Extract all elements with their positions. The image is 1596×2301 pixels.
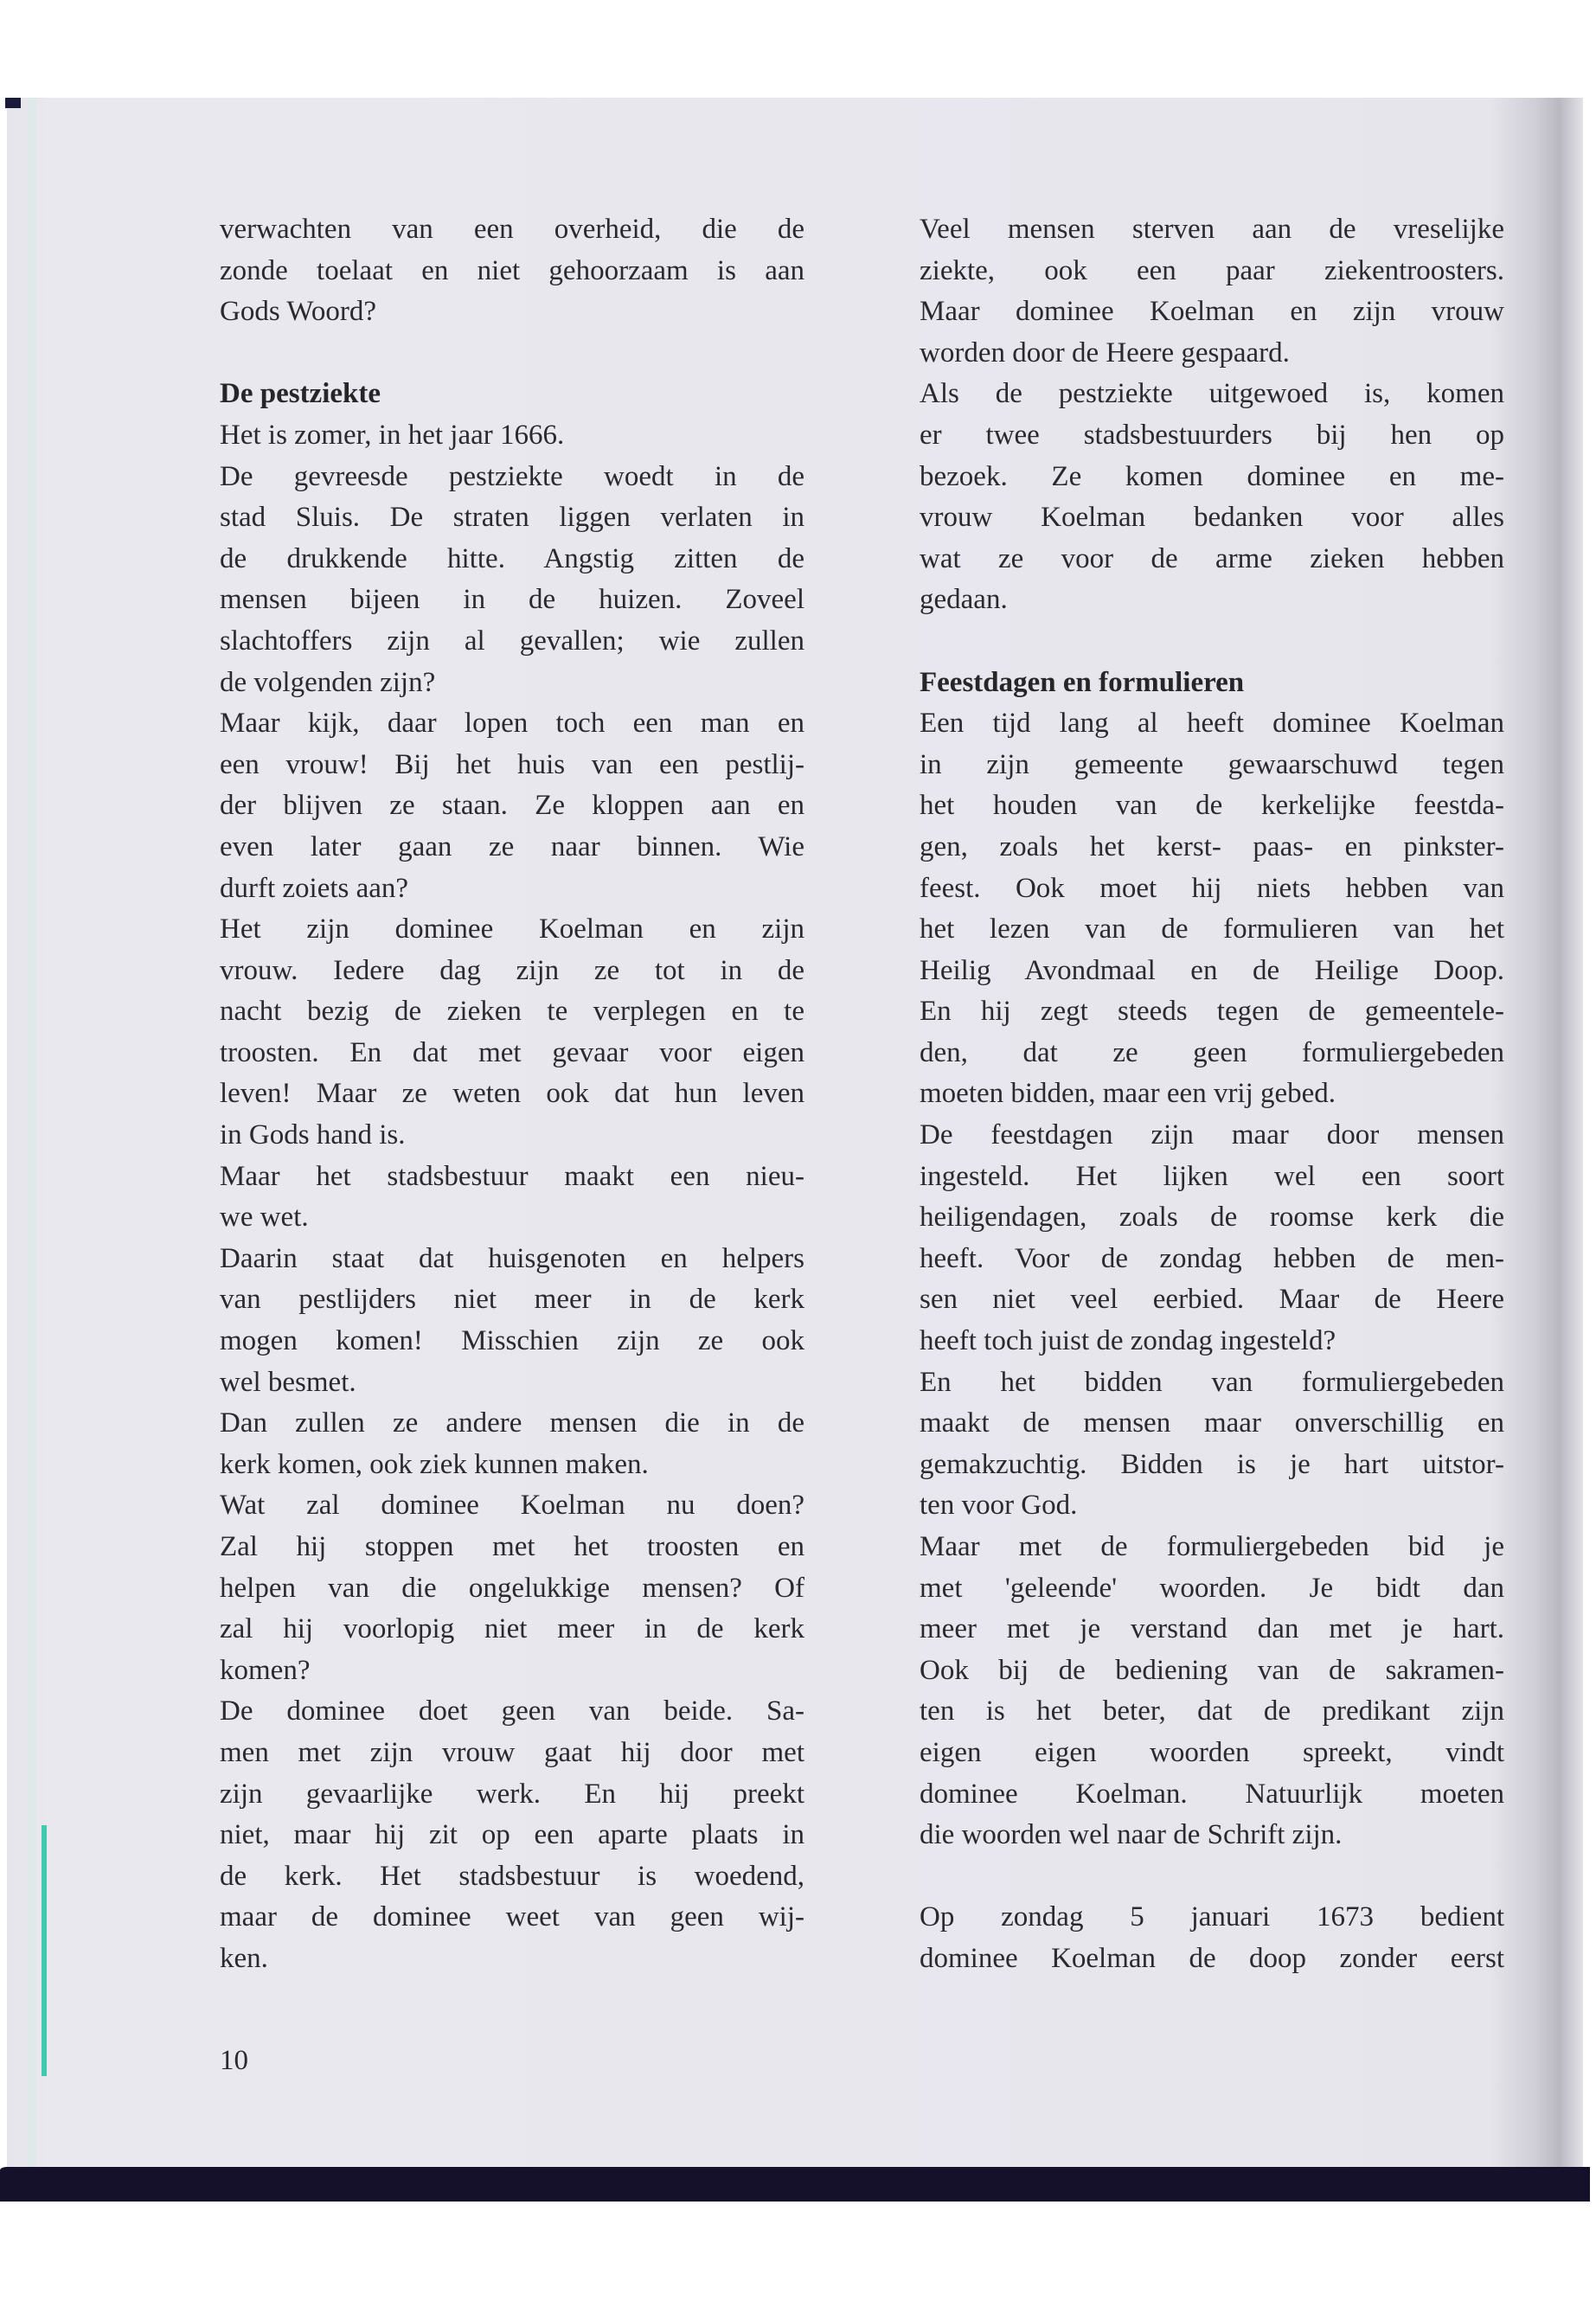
page-edge (28, 98, 36, 2174)
text-line: helpen van die ongelukkige mensen? Of (220, 1572, 804, 1604)
text-line: den, dat ze geen formuliergebeden (920, 1036, 1504, 1068)
text-line: vrouw Koelman bedanken voor alles (920, 502, 1504, 534)
paragraph (220, 1239, 804, 1403)
paragraph (220, 457, 804, 704)
text-line: der blijven ze staan. Ze kloppen aan en (220, 790, 804, 822)
cover-corner (5, 98, 21, 108)
paragraph (220, 1157, 804, 1239)
text-line: in zijn gemeente gewaarschuwd tegen (920, 748, 1504, 780)
text-line: ten is het beter, dat de predikant zijn (920, 1695, 1504, 1727)
text-line: wel besmet. (220, 1366, 356, 1398)
paragraph (920, 1362, 1504, 1527)
paragraph (920, 374, 1504, 621)
text-line: troosten. En dat met gevaar voor eigen (220, 1036, 804, 1068)
text-line: Het is zomer, in het jaar 1666. (220, 419, 565, 451)
text-line: Heilig Avondmaal en de Heilige Doop. (920, 954, 1504, 986)
text-line: zal hij voorlopig niet meer in de kerk (220, 1613, 804, 1645)
text-line: heeft toch juist de zondag ingesteld? (920, 1325, 1336, 1357)
section-heading: Feestdagen en formulieren (920, 666, 1245, 698)
text-line: een vrouw! Bij het huis van een pestlij- (220, 748, 804, 780)
text-line: leven! Maar ze weten ook dat hun leven (220, 1078, 804, 1110)
text-line: vrouw. Iedere dag zijn ze tot in de (220, 954, 804, 986)
text-line: mensen bijeen in de huizen. Zoveel (220, 584, 804, 616)
text-line: dominee Koelman. Natuurlijk moeten (920, 1778, 1504, 1810)
text-line: bezoek. Ze komen dominee en me- (920, 460, 1504, 492)
paragraph (220, 1485, 804, 1691)
text-line: eigen eigen woorden spreekt, vindt (920, 1736, 1504, 1768)
text-line: kerk komen, ook ziek kunnen maken. (220, 1448, 649, 1480)
paragraph (920, 1115, 1504, 1362)
text-line: verwachten van een overheid, die de (220, 214, 804, 245)
text-line: Maar met de formuliergebeden bid je (920, 1531, 1504, 1562)
text-line: de volgenden zijn? (220, 666, 436, 698)
scanner-background (0, 2167, 1590, 2202)
text-line: Als de pestziekte uitgewoed is, komen (920, 378, 1504, 410)
text-line: heeft. Voor de zondag hebben de men- (920, 1242, 1504, 1274)
text-line: De feestdagen zijn maar door mensen (920, 1119, 1504, 1151)
text-line: feest. Ook moet hij niets hebben van (920, 872, 1504, 904)
text-line: Een tijd lang al heeft dominee Koelman (920, 708, 1504, 740)
paragraph (220, 703, 804, 909)
text-line: meer met je verstand dan met je hart. (920, 1613, 1504, 1645)
text-line: heiligendagen, zoals de roomse kerk die (920, 1202, 1504, 1234)
text-line: de drukkende hitte. Angstig zitten de (220, 542, 804, 574)
text-line: De gevreesde pestziekte woedt in de (220, 460, 804, 492)
text-line: moeten bidden, maar een vrij gebed. (920, 1078, 1336, 1110)
page-number: 10 (220, 2045, 248, 2076)
paragraph (220, 1403, 804, 1485)
text-line: En het bidden van formuliergebeden (920, 1366, 1504, 1398)
text-line: Het zijn dominee Koelman en zijn (220, 913, 804, 945)
cover-edge (42, 1825, 47, 2076)
text-line: stad Sluis. De straten liggen verlaten in (220, 502, 804, 534)
text-line: wat ze voor de arme zieken hebben (920, 542, 1504, 574)
text-line: Maar kijk, daar lopen toch een man en (220, 708, 804, 740)
text-line: zonde toelaat en niet gehoorzaam is aan (220, 254, 804, 286)
text-line: niet, maar hij zit op een aparte plaats in (220, 1819, 804, 1851)
text-line: er twee stadsbestuurders bij hen op (920, 419, 1504, 451)
text-line: zijn gevaarlijke werk. En hij preekt (220, 1778, 804, 1810)
text-line: Dan zullen ze andere mensen die in de (220, 1407, 804, 1439)
text-line: gen, zoals het kerst- paas- en pinkster- (920, 830, 1504, 862)
left-column (220, 209, 804, 1980)
text-line: worden door de Heere gespaard. (920, 336, 1290, 369)
text-line: het houden van de kerkelijke feestda- (920, 790, 1504, 822)
paragraph (220, 1691, 804, 1979)
section-heading: De pestziekte (220, 378, 381, 410)
paragraph (220, 209, 804, 333)
text-line: Wat zal dominee Koelman nu doen? (220, 1490, 804, 1522)
text-line: durft zoiets aan? (220, 872, 409, 904)
text-line: slachtoffers zijn al gevallen; wie zullen (220, 625, 804, 657)
paragraph (920, 209, 1504, 374)
paragraph (220, 909, 804, 1157)
right-column (920, 209, 1504, 1980)
text-line: Gods Woord? (220, 296, 376, 328)
text-line: Daarin staat dat huisgenoten en helpers (220, 1242, 804, 1274)
text-line: gemakzuchtig. Bidden is je hart uitstor- (920, 1448, 1504, 1480)
text-line: ingesteld. Het lijken wel een soort (920, 1160, 1504, 1192)
text-line: de kerk. Het stadsbestuur is woedend, (220, 1860, 804, 1892)
text-line: ken. (220, 1942, 268, 1974)
text-line: maar de dominee weet van geen wij- (220, 1901, 804, 1933)
text-line: De dominee doet geen van beide. Sa- (220, 1695, 804, 1727)
text-line: nacht bezig de zieken te verplegen en te (220, 996, 804, 1028)
text-line: Op zondag 5 januari 1673 bedient (920, 1901, 1504, 1933)
text-line: sen niet veel eerbied. Maar de Heere (920, 1284, 1504, 1316)
text-line: Veel mensen sterven aan de vreselijke (920, 214, 1504, 245)
text-line: het lezen van de formulieren van het (920, 913, 1504, 945)
text-line: Ook bij de bediening van de sakramen- (920, 1654, 1504, 1686)
text-line: we wet. (220, 1202, 309, 1234)
text-line: die woorden wel naar de Schrift zijn. (920, 1819, 1343, 1851)
text-line: van pestlijders niet meer in de kerk (220, 1284, 804, 1316)
text-line: Maar het stadsbestuur maakt een nieu- (220, 1160, 804, 1192)
text-line: dominee Koelman de doop zonder eerst (920, 1942, 1504, 1974)
text-line: met 'geleende' woorden. Je bidt dan (920, 1572, 1504, 1604)
text-line: ten voor God. (920, 1490, 1078, 1522)
text-line: Zal hij stoppen met het troosten en (220, 1531, 804, 1562)
paragraph (220, 415, 804, 457)
text-line: mogen komen! Misschien zijn ze ook (220, 1325, 804, 1357)
text-line: maakt de mensen maar onverschillig en (920, 1407, 1504, 1439)
paragraph (920, 703, 1504, 1115)
text-line: ziekte, ook een paar ziekentroosters. (920, 254, 1504, 286)
text-line: Maar dominee Koelman en zijn vrouw (920, 296, 1504, 328)
text-line: men met zijn vrouw gaat hij door met (220, 1736, 804, 1768)
text-line: even later gaan ze naar binnen. Wie (220, 830, 804, 862)
text-line: in Gods hand is. (220, 1119, 406, 1151)
text-line: En hij zegt steeds tegen de gemeentele- (920, 996, 1504, 1028)
paragraph (920, 1897, 1504, 1979)
text-line: gedaan. (920, 584, 1008, 616)
paragraph (920, 1527, 1504, 1856)
text-line: komen? (220, 1654, 311, 1686)
